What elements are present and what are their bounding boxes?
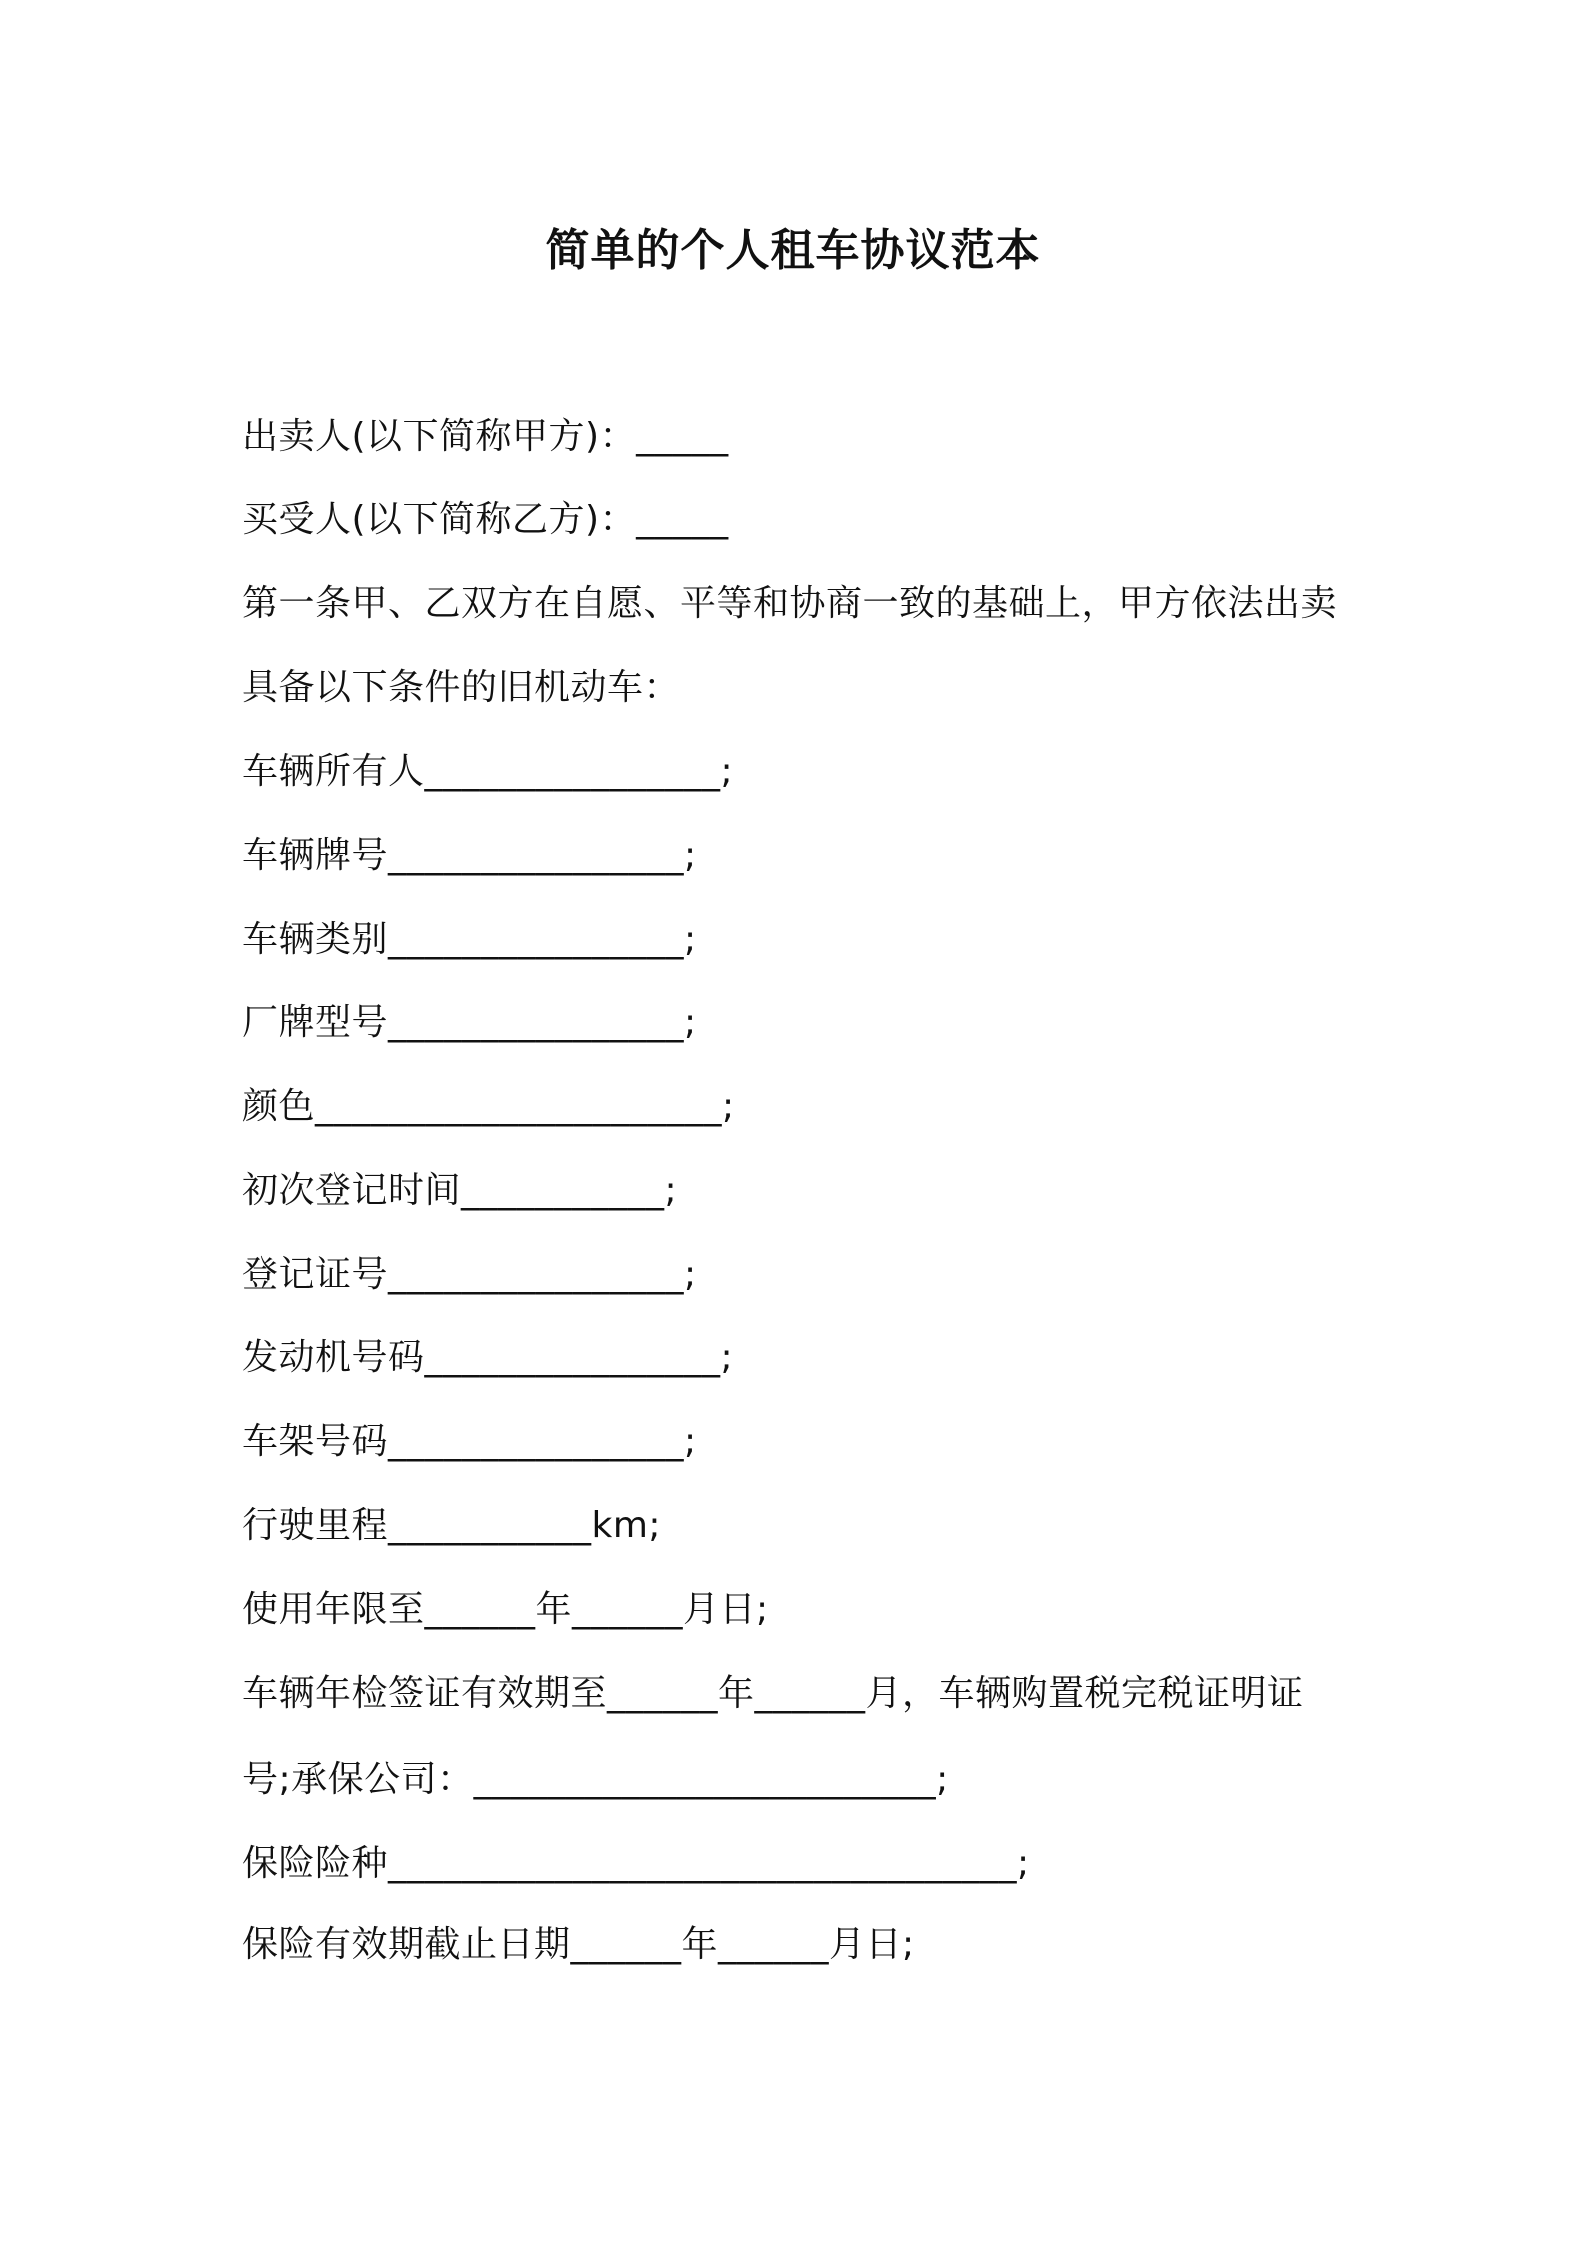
article-one-line-1: 第一条甲、乙双方在自愿、平等和协商一致的基础上，甲方依法出卖: [242, 583, 1338, 624]
vehicle-type-line: 车辆类别________________;: [242, 919, 697, 960]
inspection-validity-line: 车辆年检签证有效期至______年______月，车辆购置税完税证明证: [242, 1673, 1304, 1714]
page-title: 简单的个人租车协议范本: [545, 225, 1041, 276]
brand-model-line: 厂牌型号________________;: [242, 1002, 697, 1043]
seller-line: 出卖人(以下简称甲方)：_____: [242, 416, 729, 457]
mileage-line: 行驶里程___________km;: [242, 1505, 662, 1546]
registration-cert-line: 登记证号________________;: [242, 1254, 697, 1295]
color-line: 颜色______________________;: [242, 1086, 735, 1127]
insurer-line: 号;承保公司：_________________________;: [242, 1759, 949, 1800]
frame-number-line: 车架号码________________;: [242, 1421, 697, 1462]
first-registration-line: 初次登记时间___________;: [242, 1170, 678, 1211]
vehicle-owner-line: 车辆所有人________________;: [242, 751, 734, 792]
plate-number-line: 车辆牌号________________;: [242, 835, 697, 876]
insurance-expiry-line: 保险有效期截止日期______年______月日;: [242, 1924, 915, 1965]
article-one-line-2: 具备以下条件的旧机动车：: [242, 667, 681, 708]
insurance-type-line: 保险险种__________________________________;: [242, 1843, 1030, 1884]
engine-number-line: 发动机号码________________;: [242, 1337, 734, 1378]
buyer-line: 买受人(以下简称乙方)：_____: [242, 499, 729, 540]
service-life-line: 使用年限至______年______月日;: [242, 1589, 769, 1630]
